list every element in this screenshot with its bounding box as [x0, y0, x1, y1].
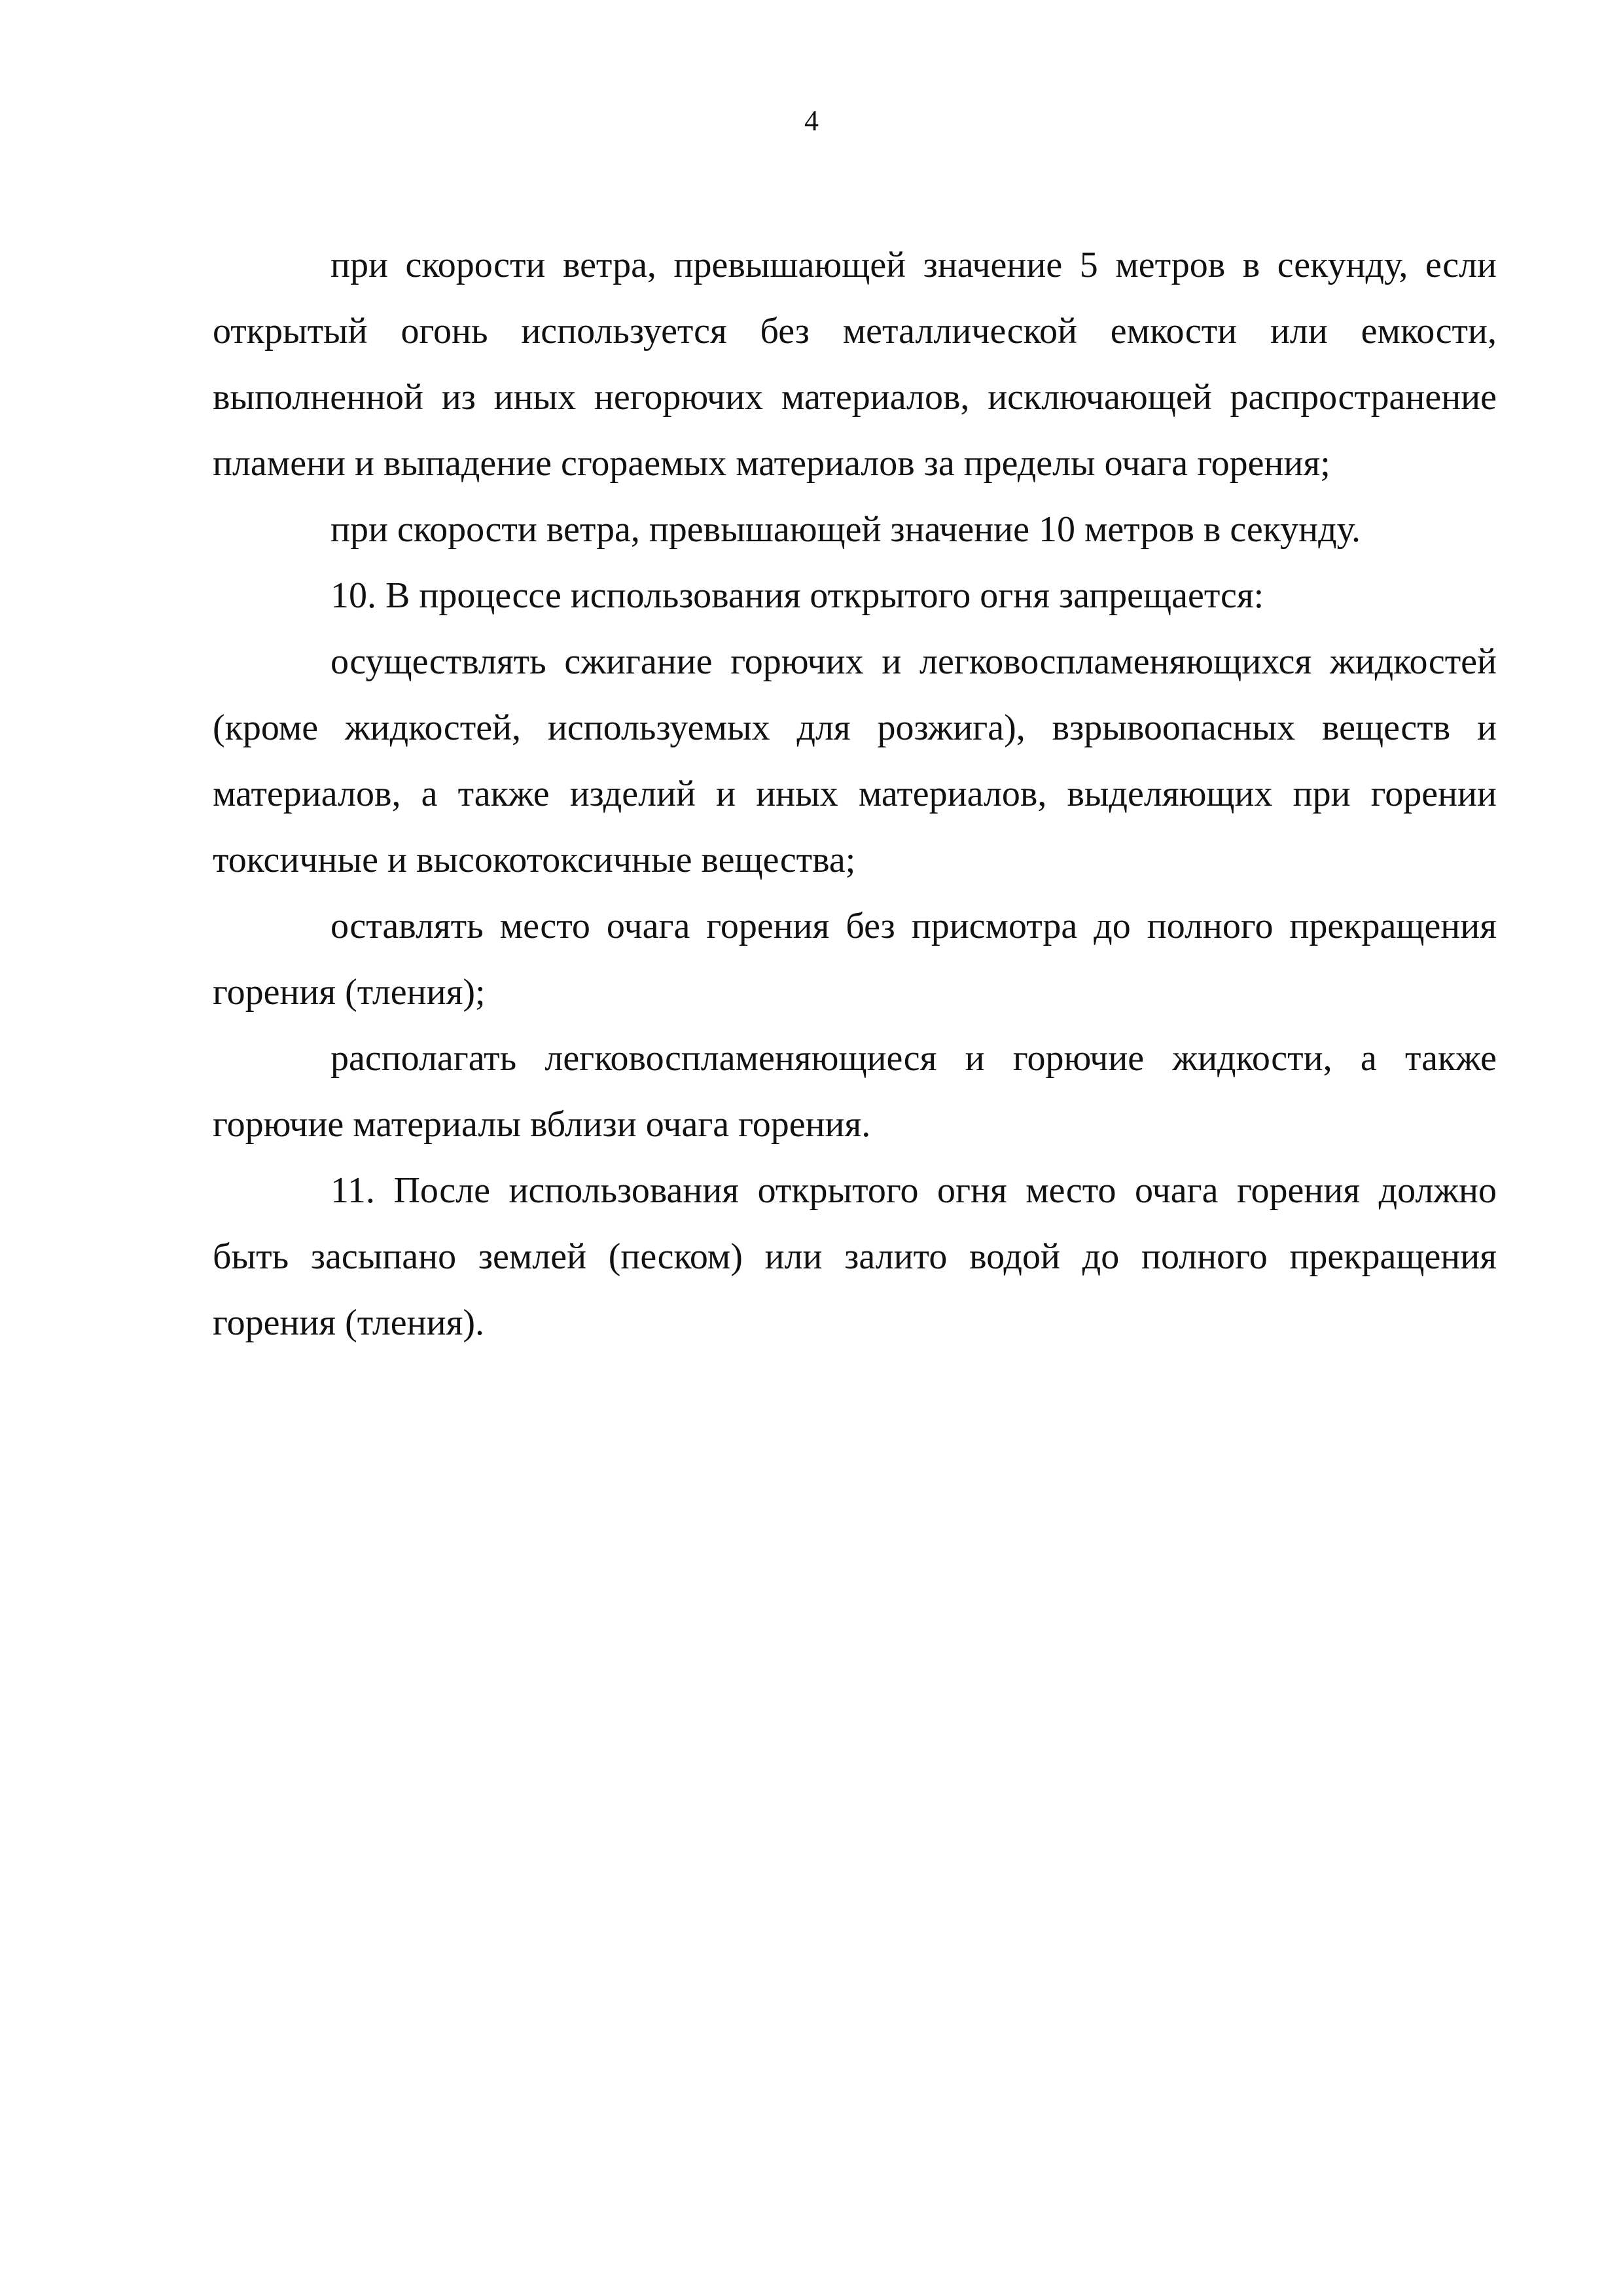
paragraph-burning-liquids: осуществлять сжигание горючих и легковоспламеняющихся жидкостей (кроме жидкостей, используемых для розжига), взрывоопасных веществ и материалов, а также изделий и иных материалов, выделяющих при горении токсичные и высокотоксичные вещества; [213, 641, 1497, 880]
page-number: 4 [804, 105, 819, 137]
paragraph-item-11: 11. После использования открытого огня место очага горения должно быть засыпано землей (песком) или залито водой до полного прекращения горения (тления). [213, 1170, 1497, 1343]
paragraph-wind-speed-10: при скорости ветра, превышающей значение 10 метров в секунду. [330, 509, 1361, 550]
paragraph-wind-speed-5: при скорости ветра, превышающей значение 5 метров в секунду, если открытый огонь используется без металлической емкости или емкости, выполненной из иных негорючих материалов, исключающей распространение пламени и выпадение сгораемых материалов за пределы очага горения; [213, 245, 1497, 484]
document-body [213, 232, 1497, 1356]
paragraph-flammable-storage: располагать легковоспламеняющиеся и горючие жидкости, а также горючие материалы вблизи очага горения. [213, 1038, 1497, 1145]
paragraph-item-10-heading: 10. В процессе использования открытого огня запрещается: [330, 575, 1264, 616]
paragraph-unattended-fire: оставлять место очага горения без присмотра до полного прекращения горения (тления); [213, 906, 1497, 1013]
